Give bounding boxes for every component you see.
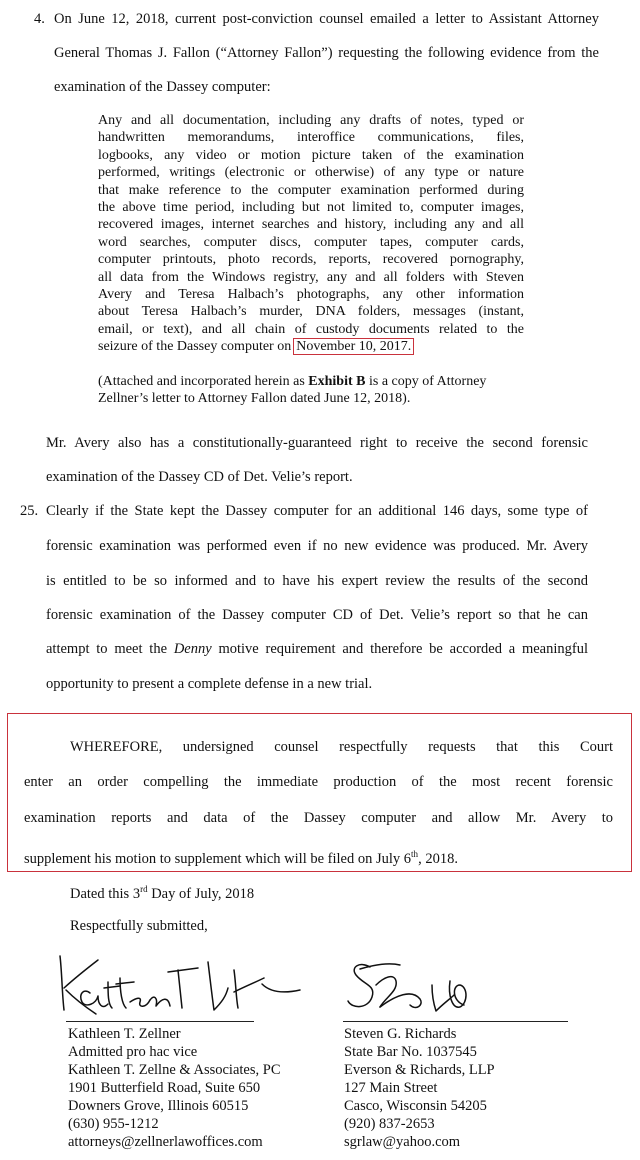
quote-last-line xyxy=(98,338,524,355)
signer-address: 127 Main Street xyxy=(344,1080,438,1096)
signer-detail: State Bar No. 1037545 xyxy=(344,1044,477,1060)
para25-line-1: Clearly if the State kept the Dassey computer for an additional 146 days, some type of xyxy=(46,503,588,519)
dated-sup: rd xyxy=(140,884,148,894)
signer-city: Casco, Wisconsin 54205 xyxy=(344,1098,487,1114)
exhibit-note-prefix: (Attached and incorporated herein as xyxy=(98,374,305,389)
signer-firm: Everson & Richards, LLP xyxy=(344,1062,495,1078)
signer-name: Kathleen T. Zellner xyxy=(68,1026,181,1042)
avery-para-line-1: Mr. Avery also has a constitutionally-guaranteed right to receive the second forensic xyxy=(46,435,588,451)
quote-line: recovered images, internet searches and history, including any and all xyxy=(98,217,524,233)
quote-line: email, or text), and all chain of custody documents related to the xyxy=(98,321,524,337)
wherefore-sup: th xyxy=(411,849,419,859)
para25-line-4: forensic examination of the Dassey computer CD of Det. Velie’s report so that he can xyxy=(46,607,588,623)
quote-line: Avery and Teresa Halbach’s photographs, any other information xyxy=(98,286,524,302)
block-quote xyxy=(98,112,524,355)
signature-line-left xyxy=(66,1021,254,1022)
signer-phone: (920) 837-2653 xyxy=(344,1116,435,1132)
signature-line-right xyxy=(343,1021,568,1022)
denny-case-name: Denny xyxy=(173,641,212,657)
wherefore-line-4-suffix: , 2018. xyxy=(418,850,458,867)
quote-line: Any and all documentation, including any drafts of notes, typed or xyxy=(98,113,524,128)
exhibit-note-line-1 xyxy=(98,373,486,391)
wherefore-line-2: enter an order compelling the immediate production of the most recent forensic xyxy=(24,774,613,790)
quote-line: word searches, computer discs, computer tapes, computer cards, xyxy=(98,234,524,250)
para25-line-6: opportunity to present a complete defense in a new trial. xyxy=(46,676,373,692)
wherefore-line-4 xyxy=(24,845,458,868)
signer-email: attorneys@zellnerlawoffices.com xyxy=(68,1134,263,1150)
signer-name: Steven G. Richards xyxy=(344,1026,457,1042)
para25-line-5-suffix: motive requirement and therefore be accorded a meaningful xyxy=(218,641,589,657)
wherefore-line-1: WHEREFORE, undersigned counsel respectfully requests that this Court xyxy=(70,739,613,755)
quote-last-line-prefix: seizure of the Dassey computer on xyxy=(98,339,292,355)
exhibit-note-line-2: Zellner’s letter to Attorney Fallon dated June 12, 2018). xyxy=(98,391,411,406)
para4-number: 4. xyxy=(34,11,45,27)
dated-line xyxy=(70,880,254,903)
signer-email: sgrlaw@yahoo.com xyxy=(344,1134,461,1150)
signer-city: Downers Grove, Illinois 60515 xyxy=(68,1098,249,1114)
wherefore-line-3: examination reports and data of the Dassey computer and allow Mr. Avery to xyxy=(24,810,613,826)
signer-block-richards xyxy=(344,1025,495,1151)
para25-line-2: forensic examination was performed even if no new evidence was produced. Mr. Avery xyxy=(46,538,588,554)
exhibit-b-label: Exhibit B xyxy=(308,374,366,389)
zellner-signature xyxy=(50,948,310,1023)
signer-block-zellner xyxy=(68,1025,281,1151)
highlighted-date: November 10, 2017. xyxy=(293,338,414,355)
para4-line-2: General Thomas J. Fallon (“Attorney Fallon”) requesting the following evidence from the xyxy=(54,45,599,61)
quote-line: that make reference to the computer examination performed during xyxy=(98,182,524,198)
exhibit-note-suffix: is a copy of Attorney xyxy=(369,374,487,389)
dated-prefix: Dated this 3 xyxy=(70,885,141,902)
quote-line: performed, writings (electronic or otherwise) of any type or nature xyxy=(98,165,524,181)
quote-line: about Teresa Halbach’s murder, DNA folders, messages (instant, xyxy=(98,304,524,320)
signer-firm: Kathleen T. Zellne & Associates, PC xyxy=(68,1062,281,1078)
signer-address: 1901 Butterfield Road, Suite 650 xyxy=(68,1080,261,1096)
quote-line: the above time period, including but not limited to, computer images, xyxy=(98,199,524,215)
para25-line-5-prefix: attempt to meet the xyxy=(46,641,168,657)
richards-signature xyxy=(340,955,580,1025)
wherefore-line-4-prefix: supplement his motion to supplement which will be filed on July 6 xyxy=(24,850,412,867)
signer-detail: Admitted pro hac vice xyxy=(68,1044,198,1060)
para25-number: 25. xyxy=(20,503,39,519)
closing-line: Respectfully submitted, xyxy=(70,918,208,934)
quote-line: handwritten memorandums, interoffice communications, files, xyxy=(98,130,524,146)
para25-line-3: is entitled to be so informed and to have his expert review the results of the second xyxy=(46,573,588,589)
dated-suffix: Day of July, 2018 xyxy=(147,885,255,902)
avery-para-line-2: examination of the Dassey CD of Det. Velie’s report. xyxy=(46,469,353,485)
quote-line: logbooks, any video or motion picture taken of the examination xyxy=(98,147,524,163)
quote-line: all data from the Windows registry, any and all folders with Steven xyxy=(98,269,524,285)
para4-line-3: examination of the Dassey computer: xyxy=(54,79,271,95)
para4-line-1: On June 12, 2018, current post-conviction counsel emailed a letter to Assistant Attorney xyxy=(54,11,599,27)
signer-phone: (630) 955-1212 xyxy=(68,1116,159,1132)
para25-line-5 xyxy=(46,640,588,658)
quote-line: computer printouts, photo records, reports, recovered pornography, xyxy=(98,252,524,268)
